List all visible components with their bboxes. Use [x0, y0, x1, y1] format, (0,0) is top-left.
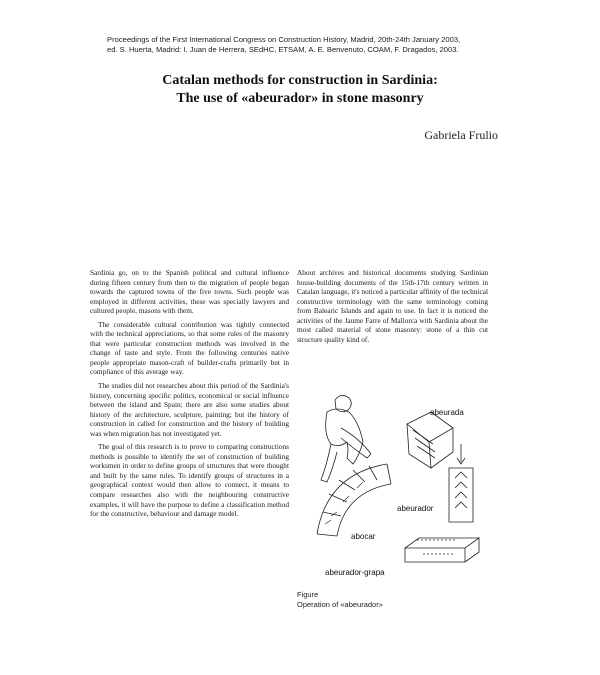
figure-caption	[297, 590, 383, 610]
arrow-down	[457, 444, 465, 464]
caption-line-2: Operation of «abeurador»	[297, 600, 383, 609]
label-abocar: abocar	[351, 532, 376, 541]
caption-line-1: Figure	[297, 590, 319, 599]
right-paragraph: About archives and historical documents studying Sardinian house-building documents of the 15th-17th century written in Catalan language, it's noticed a particular affinity of the technical constructive terminology with the same terminology coming from Balearic Islands and again to use. In fact it is noticed the activities of the Jaume Farre of Mallorca with Sardinia about the most called material of stone masonry: stone of a thin cut structure quality kind of.	[297, 268, 488, 344]
arch-inner	[337, 484, 391, 536]
arch-outer	[317, 464, 387, 534]
label-abeurador-grapa: abeurador-grapa	[325, 568, 385, 577]
label-abeurador: abeurador	[397, 504, 434, 513]
left-column	[90, 268, 289, 523]
proceedings-header	[107, 35, 507, 54]
title-line-1: Catalan methods for construction in Sardinia:	[162, 73, 438, 88]
left-paragraph: Sardinia go, on to the Spanish political and cultural influence during fifteen century from then to the migration of people began towards the captured towns of the five towns. Such people was employed in different activities, these was specially lawyers and cultured people, masons with them.	[90, 268, 289, 316]
abeurador-block	[449, 468, 473, 522]
mason-leg	[321, 444, 337, 482]
right-column	[297, 268, 488, 348]
header-line-1: Proceedings of the First International Congress on Construction History, Madrid, 20th-24th January 2003,	[107, 35, 461, 44]
author-name: Gabriela Frulio	[424, 128, 498, 142]
title-line-2: The use of «abeurador» in stone masonry	[176, 91, 424, 106]
label-abeurada: abeurada	[430, 408, 464, 417]
abeurador-figure	[297, 384, 493, 584]
header-line-2: ed. S. Huerta, Madrid: I. Juan de Herrera, SEdHC, ETSAM, A. E. Benvenuto, COAM, F. Dragados, 2003.	[107, 44, 459, 54]
abeurada-block	[407, 412, 453, 468]
grapa-block	[405, 538, 479, 562]
left-paragraph: The goal of this research is to prove to comparing constructions methods is possible to identify the set of construction of building worksmen in order to define groups of structures that were thought and built by the same rules. To identify groups of structures in a geographical context would then allow to connect, it means to compare researches also with the neighbouring constructive examples, it will have the purpose to define a classification method for the constructive, behaviour and damage model.	[90, 442, 289, 519]
mason-body	[326, 409, 363, 464]
left-paragraph: The considerable cultural contribution was tightly connected with the technical appreciations, so that some rules of the masonry that were particular construction methods was involved in the change of taste and style. From the following centuries native people appropriate mason-craft of builder-crafts primarily but in compliance of this average way.	[90, 319, 289, 377]
left-paragraph: The studies did not researches about this period of the Sardinia's history, concerning specific politics, economical or social influence between the island and Spain; there are also some studies about history of the architecture, sculpture, painting; but the history of construction in called for construction and the history of building was when migration has not investigated yet.	[90, 381, 289, 438]
